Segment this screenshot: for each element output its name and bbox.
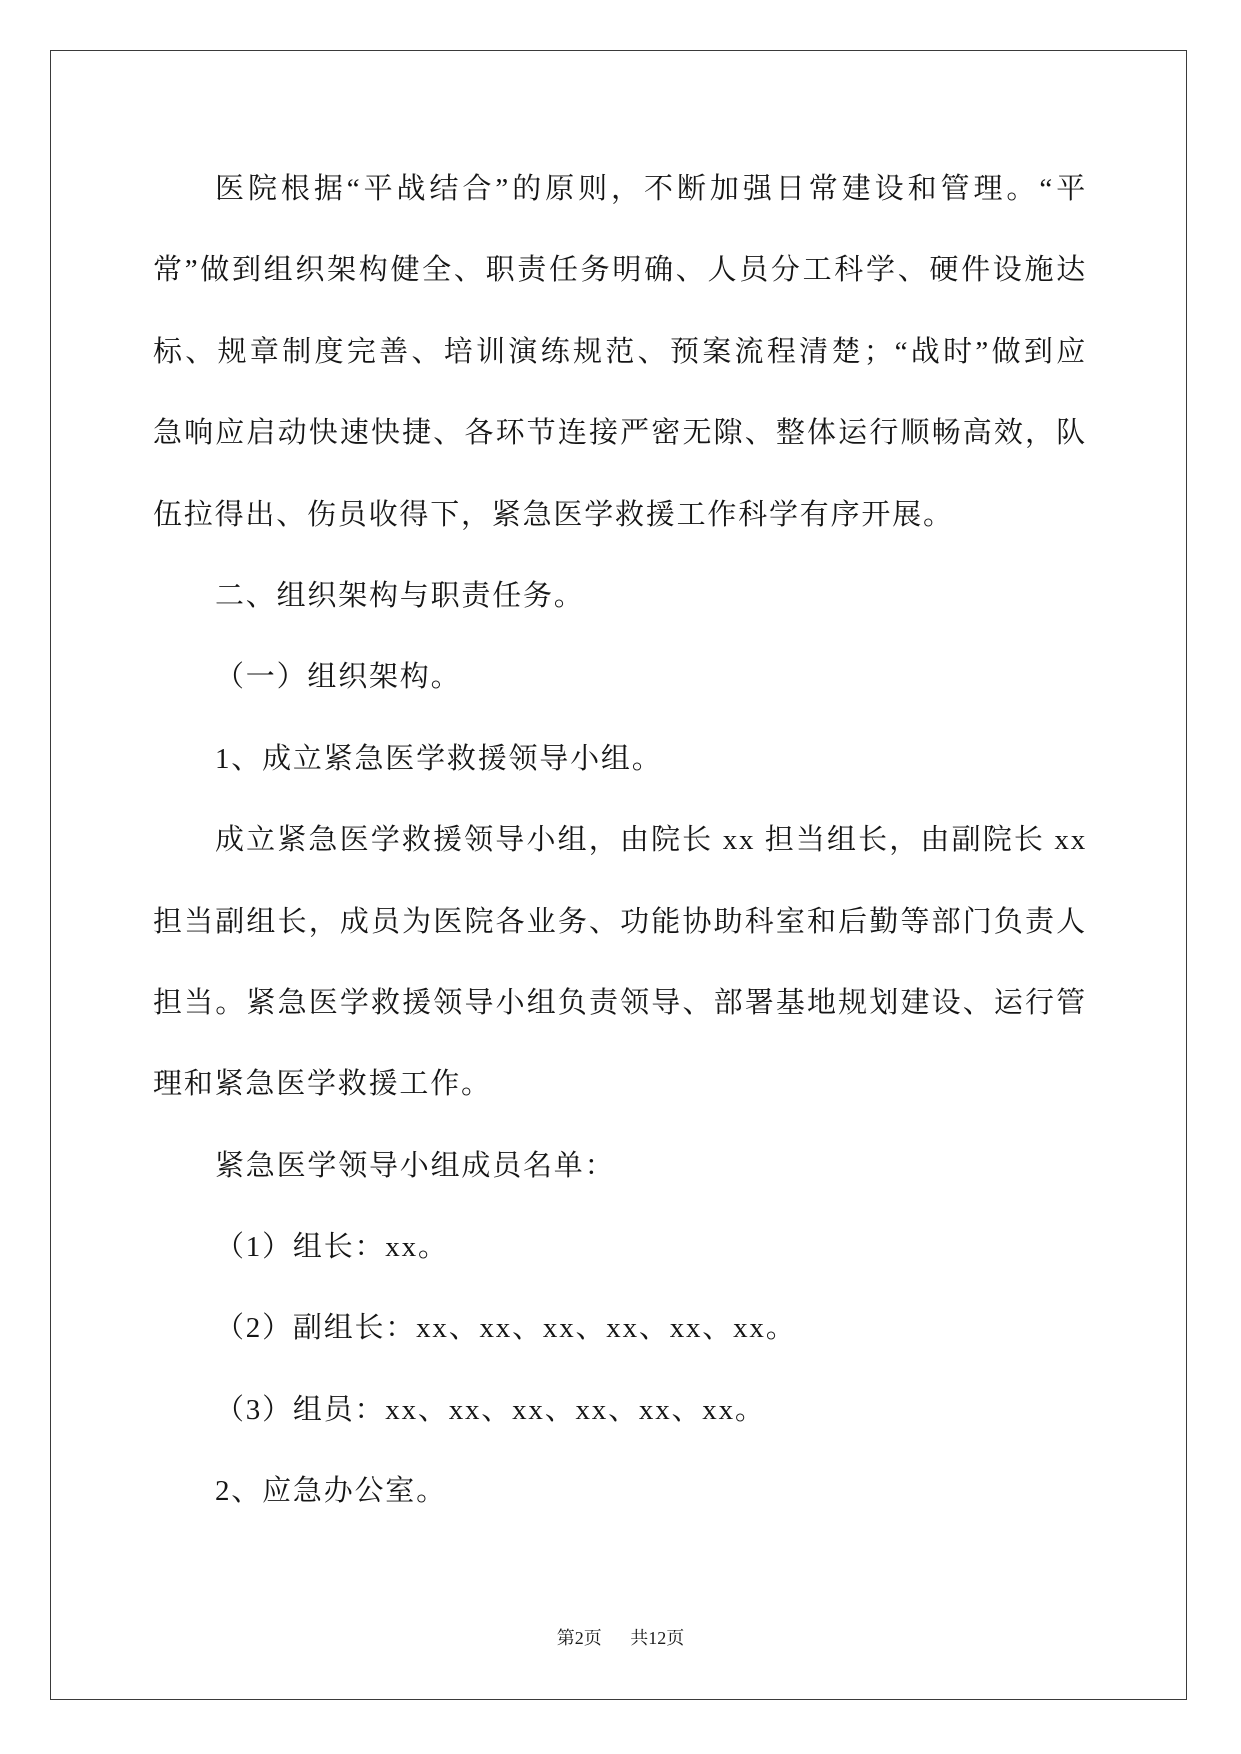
text-line: 紧急医学领导小组成员名单： [215, 1149, 616, 1182]
text-line: 急响应启动快速快捷、各环节连接严密无隙、整体运行顺畅高效，队 [153, 417, 1087, 450]
member-list-item [153, 1370, 1087, 1451]
text-line: 理和紧急医学救援工作。 [153, 1068, 492, 1101]
document-body [153, 149, 1087, 1533]
page-footer [0, 1624, 1241, 1652]
text-line: 1、成立紧急医学救援领导小组。 [215, 742, 663, 775]
text-line: 担当。紧急医学救援领导小组负责领导、部署基地规划建设、运行管 [153, 986, 1087, 1019]
text-line: （一）组织架构。 [215, 661, 462, 694]
text-line: 2、应急办公室。 [215, 1475, 447, 1508]
paragraph-principle [153, 149, 1087, 556]
page-number: 第2页 [556, 1628, 602, 1648]
item-heading [153, 1451, 1087, 1532]
member-list-heading [153, 1126, 1087, 1207]
subsection-heading [153, 637, 1087, 718]
member-list-item [153, 1288, 1087, 1369]
text-line: （3）组员：xx、xx、xx、xx、xx、xx。 [215, 1393, 766, 1426]
member-list-item [153, 1207, 1087, 1288]
section-heading [153, 556, 1087, 637]
text-line: 常”做到组织架构健全、职责任务明确、人员分工科学、硬件设施达 [153, 254, 1087, 287]
text-line: 伍拉得出、伤员收得下，紧急医学救援工作科学有序开展。 [153, 498, 954, 531]
item-heading [153, 719, 1087, 800]
text-line: （2）副组长：xx、xx、xx、xx、xx、xx。 [215, 1312, 797, 1345]
text-line: （1）组长：xx。 [215, 1231, 449, 1264]
text-line: 二、组织架构与职责任务。 [215, 579, 585, 612]
paragraph-leadership-group [153, 800, 1087, 1126]
text-line: 标、规章制度完善、培训演练规范、预案流程清楚；“战时”做到应 [153, 335, 1087, 368]
page-total: 共12页 [630, 1628, 685, 1648]
text-line: 医院根据“平战结合”的原则，不断加强日常建设和管理。“平 [215, 173, 1087, 205]
text-line: 担当副组长，成员为医院各业务、功能协助科室和后勤等部门负责人 [153, 905, 1087, 938]
text-line: 成立紧急医学救援领导小组，由院长 xx 担当组长，由副院长 xx [215, 824, 1087, 857]
